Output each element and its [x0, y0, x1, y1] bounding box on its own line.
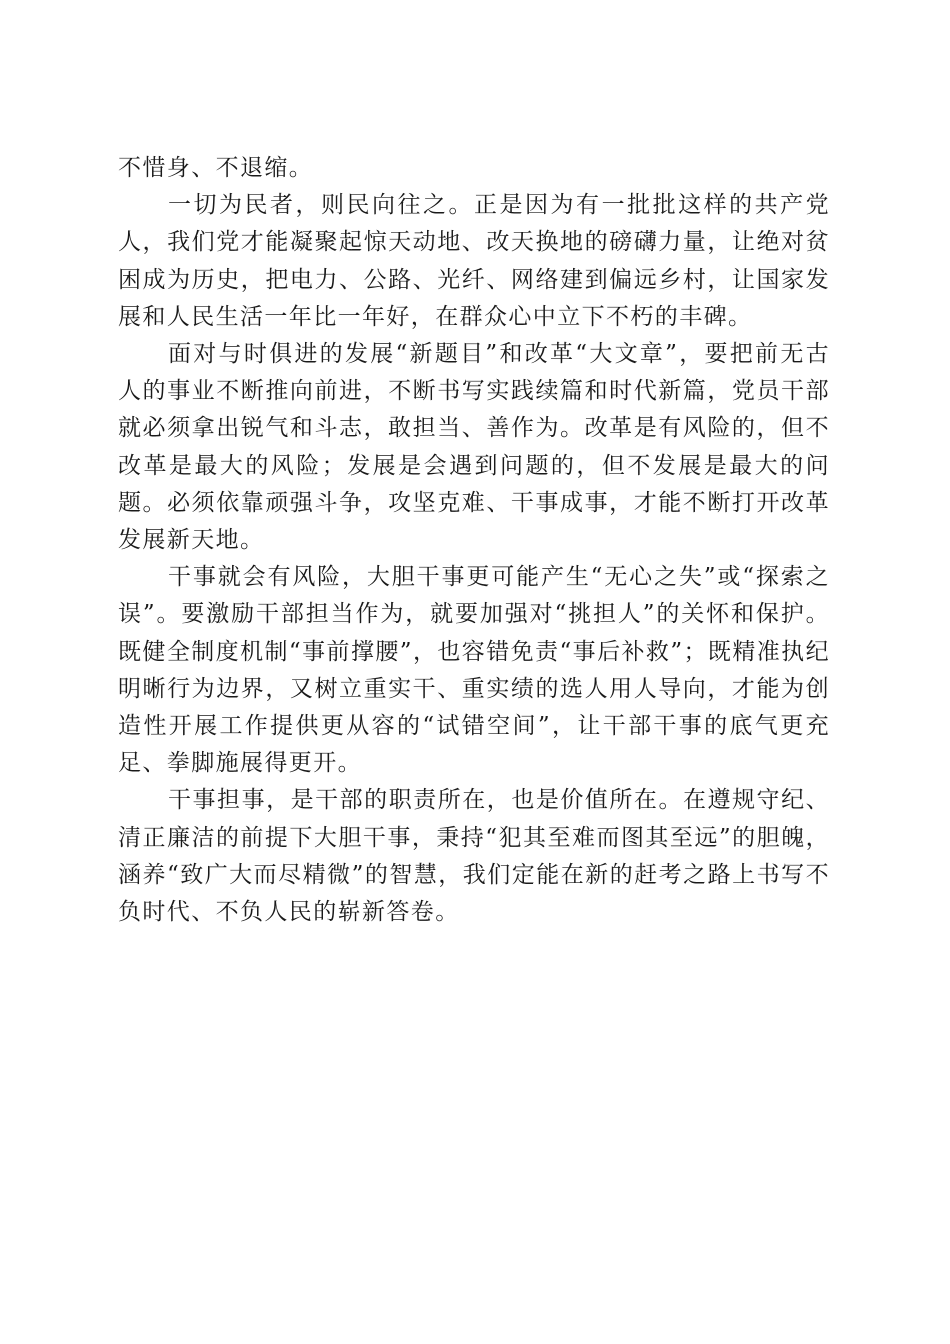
paragraph: 一切为民者，则民向往之。正是因为有一批批这样的共产党人，我们党才能凝聚起惊天动地、改天换地的磅礴力量，让绝对贫困成为历史，把电力、公路、光纤、网络建到偏远乡村，让国家发展和人民生活一年比一年好，在群众心中立下不朽的丰碑。	[118, 192, 830, 330]
document-body	[118, 150, 830, 931]
paragraph: 干事就会有风险，大胆干事更可能产生“无心之失”或“探索之误”。要激励干部担当作为，就要加强对“挑担人”的关怀和保护。既健全制度机制“事前撑腰”，也容错免责“事后补救”；既精准执纪明晰行为边界，又树立重实干、重实绩的选人用人导向，才能为创造性开展工作提供更从容的“试错空间”，让干部干事的底气更充足、拳脚施展得更开。	[118, 564, 830, 777]
paragraph-continuation: 不惜身、不退缩。	[118, 155, 314, 181]
paragraph: 干事担事，是干部的职责所在，也是价值所在。在遵规守纪、清正廉洁的前提下大胆干事，秉持“犯其至难而图其至远”的胆魄，涵养“致广大而尽精微”的智慧，我们定能在新的赶考之路上书写不负时代、不负人民的崭新答卷。	[118, 787, 830, 926]
paragraph: 面对与时俱进的发展“新题目”和改革“大文章”，要把前无古人的事业不断推向前进，不断书写实践续篇和时代新篇，党员干部就必须拿出锐气和斗志，敢担当、善作为。改革是有风险的，但不改革是最大的风险；发展是会遇到问题的，但不发展是最大的问题。必须依靠顽强斗争，攻坚克难、干事成事，才能不断打开改革发展新天地。	[118, 341, 830, 554]
